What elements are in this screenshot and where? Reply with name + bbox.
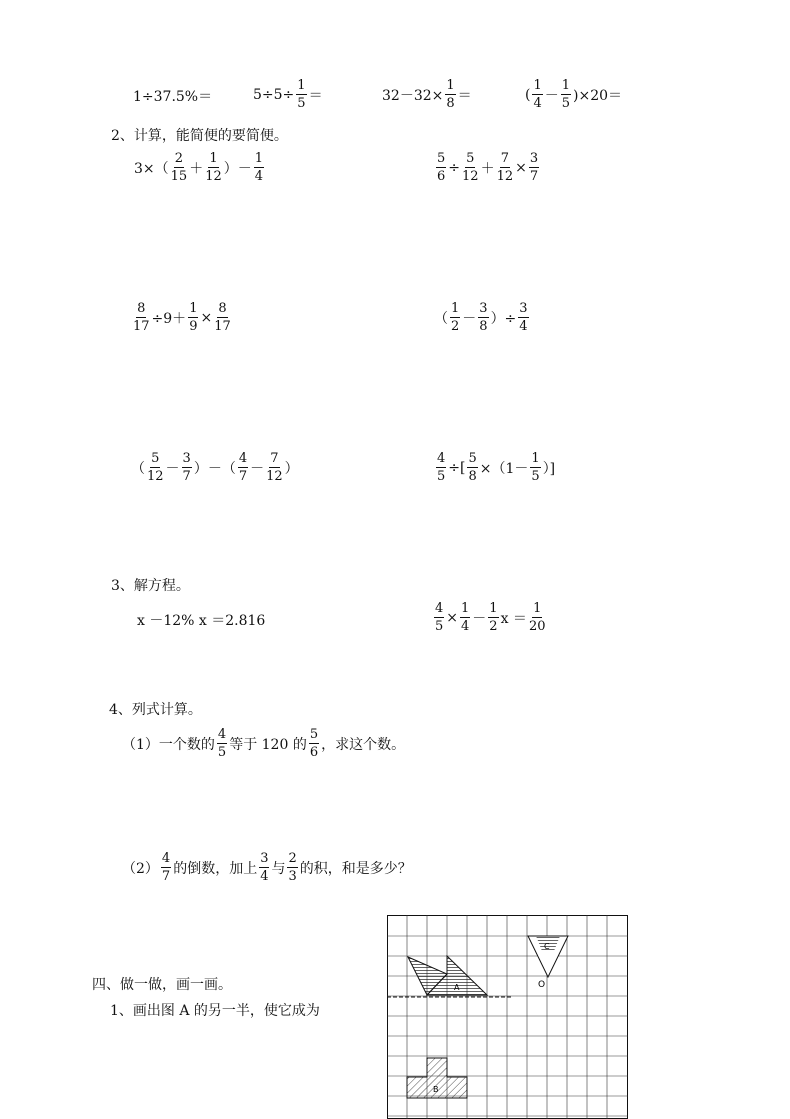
fraction: $\frac{4}{5}$ (435, 601, 444, 634)
fraction: $\frac{2}{15}$ (170, 151, 188, 184)
fraction: $\frac{8}{17}$ (214, 301, 231, 334)
point-o-label: O (538, 980, 546, 990)
fraction: $\frac{4}{5}$ (437, 451, 446, 484)
fraction: $\frac{1}{4}$ (461, 601, 470, 634)
fraction: $\frac{5}{8}$ (468, 451, 477, 484)
fraction: $\frac{5}{6}$ (309, 727, 319, 760)
section-4-title: 4、列式计算。 (109, 702, 202, 718)
word-problem-1: （1）一个数的 $\frac{4}{5}$ 等于 120 的 $\frac{5}{6}$ ，求这个数。 (122, 727, 406, 760)
fraction: $\frac{1}{20}$ (528, 601, 546, 634)
section-3-title: 3、解方程。 (111, 578, 190, 594)
calc-problem-1: 3×（ $\frac{2}{15}$ ＋ $\frac{1}{12}$ ）－ $\frac{1}{4}$ (134, 151, 264, 184)
equation-1: x －12% x ＝2.816 (137, 613, 266, 629)
calc-problem-3: $\frac{8}{17}$ ÷9＋ $\frac{1}{9}$ × $\frac{8}{17}$ (133, 301, 231, 334)
fraction: $\frac{3}{4}$ (519, 301, 528, 334)
fraction: $\frac{8}{17}$ (133, 301, 150, 334)
fraction: $\frac{5}{6}$ (437, 151, 446, 184)
fraction: $\frac{5}{12}$ (462, 151, 479, 184)
fraction: $\frac{7}{12}$ (496, 151, 514, 184)
fraction: $\frac{3}{7}$ (182, 451, 191, 484)
fraction: $\frac{4}{7}$ (238, 451, 248, 484)
drawing-grid (387, 915, 629, 1119)
fraction: $\frac{3}{8}$ (479, 301, 488, 334)
fraction: $\frac{1}{5}$ (297, 78, 306, 111)
fraction: $\frac{3}{4}$ (260, 851, 269, 884)
figure-a-label: A (454, 983, 460, 992)
calc-problem-4: （ $\frac{1}{2}$ － $\frac{3}{8}$ ）÷ $\frac{3}{4}$ (434, 301, 528, 334)
part-four-title: 四、做一做，画一画。 (92, 977, 232, 993)
oral-expr-4: ( $\frac{1}{4}$ － $\frac{1}{5}$ )×20＝ (525, 78, 623, 111)
calc-problem-6: $\frac{4}{5}$ ÷[ $\frac{5}{8}$ ×（1－ $\frac{1}{5}$ ）] (437, 451, 556, 484)
fraction: $\frac{1}{9}$ (189, 301, 198, 334)
part-four-question-1: 1、画出图 A 的另一半，使它成为 (110, 1003, 320, 1019)
fraction: $\frac{1}{8}$ (446, 78, 455, 111)
figure-c-label: C (544, 942, 550, 951)
oral-expr-2: 5÷5÷ $\frac{1}{5}$ ＝ (253, 78, 323, 111)
fraction: $\frac{4}{7}$ (161, 851, 171, 884)
fraction: $\frac{5}{12}$ (147, 451, 164, 484)
fraction: $\frac{1}{5}$ (561, 78, 571, 111)
equation-2: $\frac{4}{5}$ × $\frac{1}{4}$ － $\frac{1}{2}$ x ＝ $\frac{1}{20}$ (435, 601, 546, 634)
figure-b-label: B (433, 1085, 439, 1094)
fraction: $\frac{3}{7}$ (529, 151, 539, 184)
calc-problem-2: $\frac{5}{6}$ ÷ $\frac{5}{12}$ ＋ $\frac{7}{12}$ × $\frac{3}{7}$ (437, 151, 539, 184)
calc-problem-5: （ $\frac{5}{12}$ － $\frac{3}{7}$ ）－（ $\frac{4}{7}$ － $\frac{7}{12}$ ） (131, 451, 299, 484)
fraction: $\frac{1}{2}$ (489, 601, 498, 634)
fraction: $\frac{1}{4}$ (533, 78, 542, 111)
fraction: $\frac{1}{12}$ (205, 151, 222, 184)
fraction: $\frac{4}{5}$ (217, 727, 227, 760)
fraction: $\frac{2}{3}$ (288, 851, 297, 884)
word-problem-2: （2） $\frac{4}{7}$ 的倒数，加上 $\frac{3}{4}$ 与 $\frac{2}{3}$ 的积，和是多少？ (122, 851, 412, 884)
section-2-title: 2、计算，能简便的要简便。 (111, 128, 288, 144)
fraction: $\frac{1}{5}$ (531, 451, 540, 484)
fraction: $\frac{1}{4}$ (254, 151, 264, 184)
fraction: $\frac{7}{12}$ (266, 451, 283, 484)
oral-expr-3: 32－32× $\frac{1}{8}$ ＝ (382, 78, 472, 111)
fraction: $\frac{1}{2}$ (451, 301, 460, 334)
oral-expr-1: 1÷37.5%＝ (133, 89, 213, 105)
